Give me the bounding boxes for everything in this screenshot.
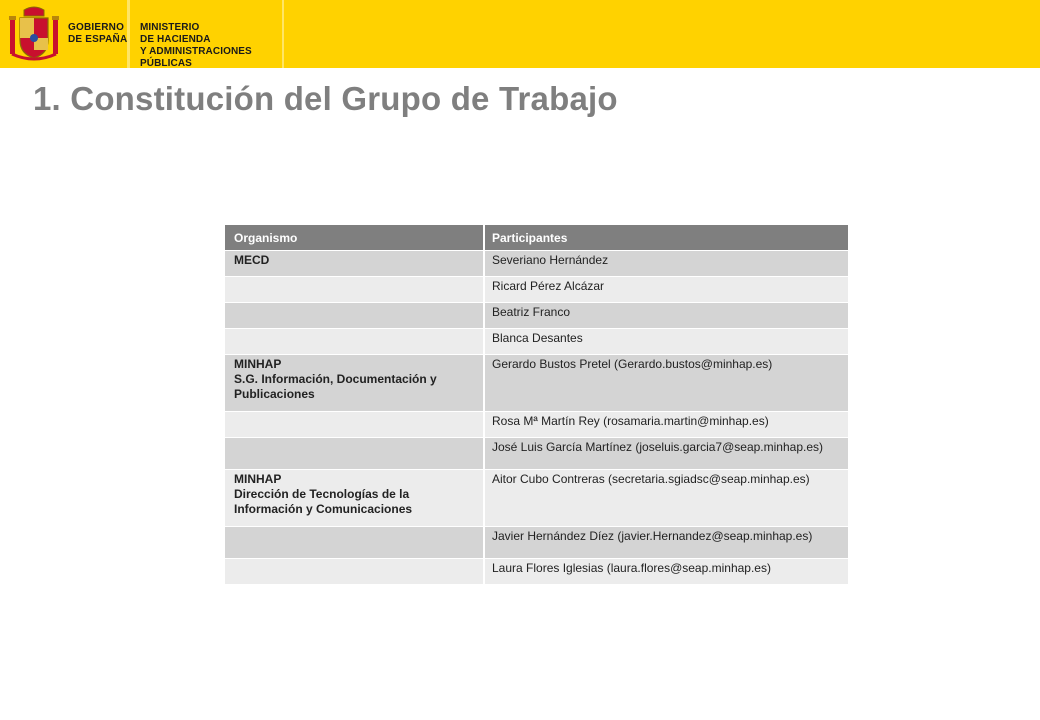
table-row [225, 277, 848, 303]
participant-cell: Beatriz Franco [483, 303, 848, 329]
table-row [225, 412, 848, 438]
column-header-organismo: Organismo [225, 225, 483, 251]
page-title: 1. Constitución del Grupo de Trabajo [33, 80, 618, 117]
organismo-cell [225, 527, 483, 559]
participant-cell: Severiano Hernández [483, 251, 848, 277]
participant-cell: Ricard Pérez Alcázar [483, 277, 848, 303]
organismo-cell: MINHAP Dirección de Tecnologías de la Información y Comunicaciones [225, 470, 483, 527]
table-row [225, 251, 848, 277]
government-name: GOBIERNO DE ESPAÑA [68, 22, 128, 45]
participant-cell: Aitor Cubo Contreras (secretaria.sgiadsc@seap.minhap.es) [483, 470, 848, 527]
participant-cell: Gerardo Bustos Pretel (Gerardo.bustos@minhap.es) [483, 355, 848, 412]
table-row [225, 559, 848, 585]
organismo-cell [225, 559, 483, 585]
table-row [225, 527, 848, 559]
table-row [225, 303, 848, 329]
organismo-cell [225, 329, 483, 355]
coat-of-arms-icon [8, 6, 60, 62]
table-row [225, 329, 848, 355]
participant-cell: Javier Hernández Díez (javier.Hernandez@seap.minhap.es) [483, 527, 848, 559]
participant-cell: Laura Flores Iglesias (laura.flores@seap.minhap.es) [483, 559, 848, 585]
divider [127, 0, 130, 68]
column-header-participantes: Participantes [483, 225, 848, 251]
organismo-cell [225, 412, 483, 438]
organismo-cell [225, 303, 483, 329]
government-logo [0, 0, 282, 68]
table-row [225, 470, 848, 527]
participants-table [225, 225, 848, 585]
organismo-cell: MINHAP S.G. Información, Documentación y Publicaciones [225, 355, 483, 412]
organismo-cell [225, 277, 483, 303]
table-row [225, 438, 848, 470]
participant-cell: Blanca Desantes [483, 329, 848, 355]
participant-cell: José Luis García Martínez (joseluis.garcia7@seap.minhap.es) [483, 438, 848, 470]
divider [282, 0, 284, 68]
table-header-row [225, 225, 848, 251]
participant-cell: Rosa Mª Martín Rey (rosamaria.martin@minhap.es) [483, 412, 848, 438]
organismo-cell [225, 438, 483, 470]
header-banner [0, 0, 1040, 68]
table-row [225, 355, 848, 412]
ministry-name: MINISTERIO DE HACIENDA Y ADMINISTRACIONES PÚBLICAS [140, 22, 252, 69]
organismo-cell: MECD [225, 251, 483, 277]
